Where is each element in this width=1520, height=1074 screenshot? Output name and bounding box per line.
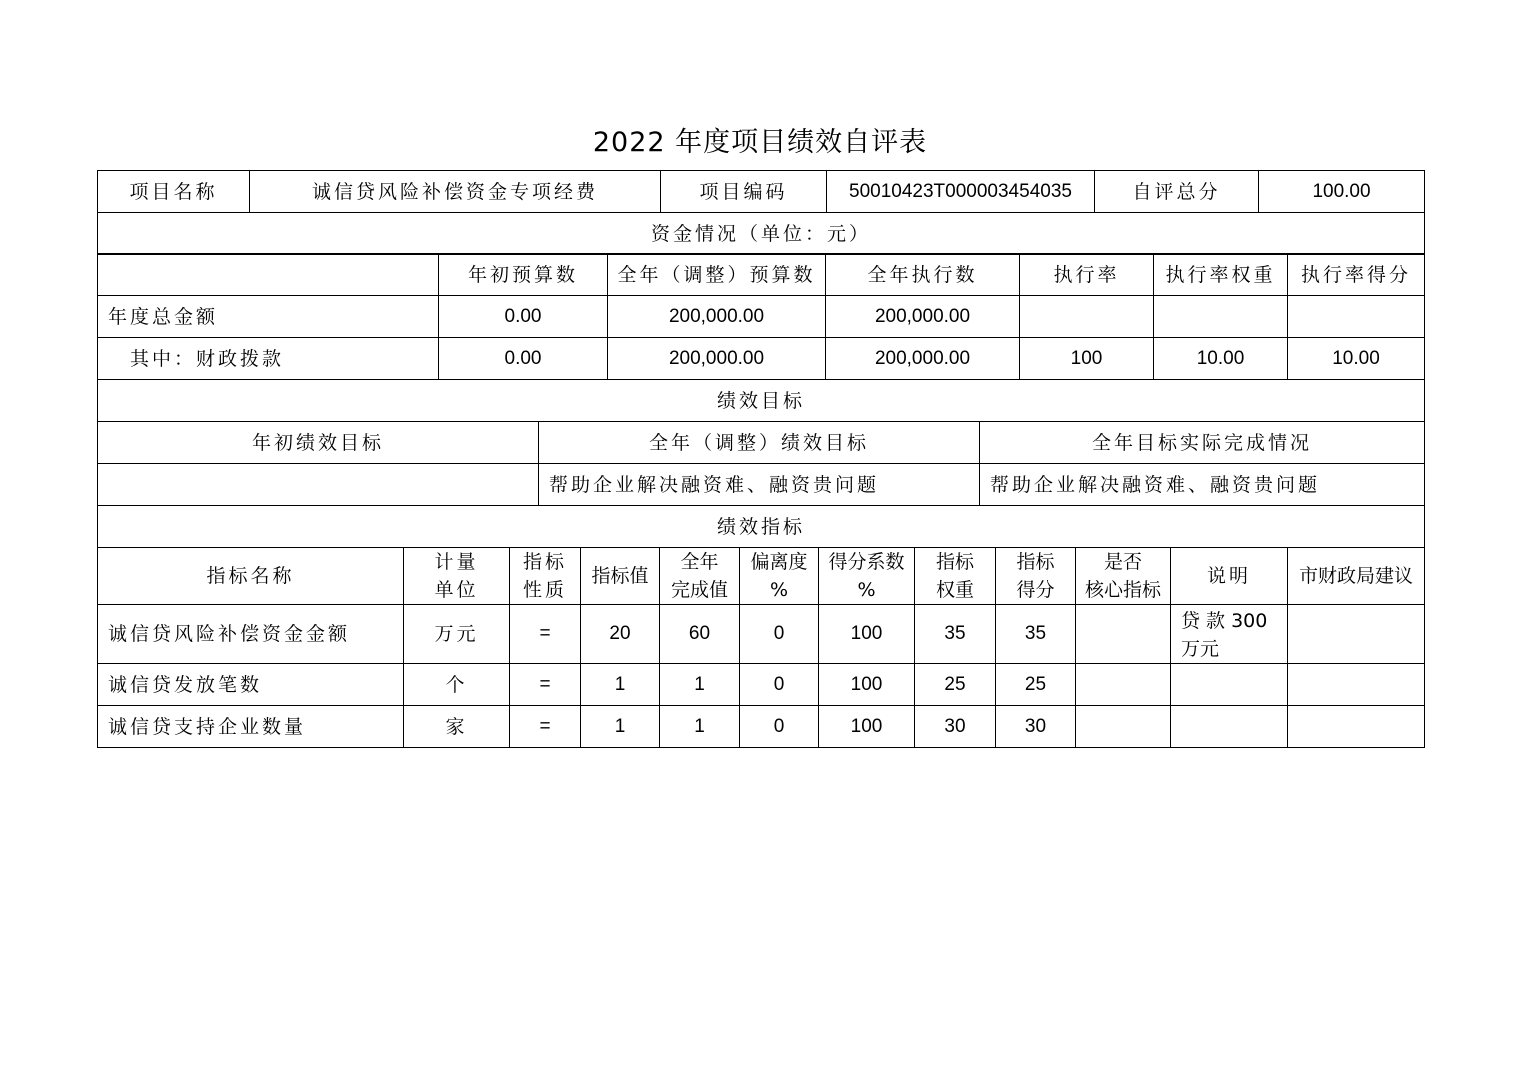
ind-col-unit-l2: 单位 (434, 579, 479, 601)
indicator-cell: 35 (915, 605, 996, 664)
funds-col-exec-rate: 执行率 (1020, 254, 1154, 296)
indicator-cell: 1 (660, 706, 740, 748)
goals-col-initial: 年初绩效目标 (98, 422, 539, 464)
indicator-cell: 1 (581, 706, 660, 748)
funds-cell: 200,000.00 (826, 338, 1020, 380)
goals-value-row (98, 464, 1425, 506)
indicator-cell (1171, 664, 1288, 706)
self-score-value: 100.00 (1259, 171, 1425, 213)
goals-section-row (98, 380, 1425, 422)
ind-col-complete-l1: 全年 (680, 551, 719, 573)
indicator-cell (1288, 605, 1425, 664)
ind-col-nature-l1: 指标 (522, 551, 567, 573)
project-name-label: 项目名称 (98, 171, 250, 213)
indicator-name: 诚信贷发放笔数 (98, 664, 404, 706)
ind-col-complete (660, 548, 740, 605)
ind-col-desc (1171, 548, 1288, 605)
funds-col-initial-budget: 年初预算数 (439, 254, 608, 296)
goals-col-actual: 全年目标实际完成情况 (980, 422, 1425, 464)
project-name-value: 诚信贷风险补偿资金专项经费 (250, 171, 661, 213)
ind-col-deviation-l1: 偏离度 (750, 551, 808, 573)
indicator-note (1171, 605, 1288, 664)
funds-col-exec-weight: 执行率权重 (1154, 254, 1288, 296)
project-header-table (97, 170, 1425, 255)
funds-col-executed: 全年执行数 (826, 254, 1020, 296)
indicator-cell: 30 (996, 706, 1076, 748)
indicator-cell: = (510, 706, 581, 748)
funds-cell: 10.00 (1288, 338, 1425, 380)
indicator-cell (1076, 706, 1171, 748)
indicator-cell: 100 (819, 605, 915, 664)
project-code-value: 50010423T000003454035 (827, 171, 1095, 213)
ind-col-suggest-text: 市财政局建议 (1299, 565, 1414, 587)
funds-row-label: 其中：财政拨款 (98, 338, 439, 380)
goals-section-title: 绩效目标 (98, 380, 1425, 422)
self-score-label: 自评总分 (1095, 171, 1259, 213)
indicator-cell: 30 (915, 706, 996, 748)
indicator-row (98, 706, 1425, 748)
indicator-row (98, 605, 1425, 664)
indicator-cell: 20 (581, 605, 660, 664)
indicator-cell (1076, 664, 1171, 706)
indicator-cell: 35 (996, 605, 1076, 664)
indicator-cell: 60 (660, 605, 740, 664)
indicator-note-line1: 贷 款 300 (1181, 610, 1268, 632)
ind-col-weight-l1: 指标 (935, 551, 974, 573)
funds-section-row (98, 213, 1425, 255)
ind-col-coef-l2: % (857, 579, 876, 601)
goals-adjusted-value: 帮助企业解决融资难、融资贵问题 (539, 464, 980, 506)
ind-col-score-l2: 得分 (1016, 579, 1055, 601)
indicator-cell (1288, 706, 1425, 748)
ind-col-weight-l2: 权重 (935, 579, 974, 601)
funds-row-label: 年度总金额 (98, 296, 439, 338)
funds-cell (1154, 296, 1288, 338)
ind-col-core-l2: 核心指标 (1084, 579, 1161, 601)
indicator-cell: = (510, 664, 581, 706)
ind-col-score (996, 548, 1076, 605)
indicator-cell: = (510, 605, 581, 664)
indicator-cell: 0 (740, 664, 819, 706)
goals-header-row (98, 422, 1425, 464)
ind-col-coef-l1: 得分系数 (828, 551, 905, 573)
indicator-cell: 1 (581, 664, 660, 706)
indicator-cell: 25 (996, 664, 1076, 706)
indicators-table (97, 505, 1425, 748)
indicator-note-line2: 万元 (1181, 638, 1220, 660)
funds-row-fiscal (98, 338, 1425, 380)
ind-col-suggest (1288, 548, 1425, 605)
ind-col-unit-l1: 计量 (434, 551, 479, 573)
ind-col-name (98, 548, 404, 605)
funds-cell (1020, 296, 1154, 338)
funds-cell: 0.00 (439, 296, 608, 338)
indicator-name: 诚信贷风险补偿资金金额 (98, 605, 404, 664)
indicator-cell: 万元 (404, 605, 510, 664)
project-code-label: 项目编码 (661, 171, 827, 213)
indicator-cell: 家 (404, 706, 510, 748)
funds-cell: 200,000.00 (826, 296, 1020, 338)
funds-col-empty (98, 254, 439, 296)
ind-col-desc-text: 说明 (1206, 565, 1251, 587)
indicator-cell: 100 (819, 706, 915, 748)
indicator-cell: 0 (740, 605, 819, 664)
indicator-cell: 1 (660, 664, 740, 706)
funds-row-total (98, 296, 1425, 338)
indicator-cell (1076, 605, 1171, 664)
goals-table (97, 379, 1425, 506)
indicator-cell (1288, 664, 1425, 706)
indicators-section-title: 绩效指标 (98, 506, 1425, 548)
ind-col-nature (510, 548, 581, 605)
funds-cell: 0.00 (439, 338, 608, 380)
funds-cell: 10.00 (1154, 338, 1288, 380)
ind-col-name-text: 指标名称 (206, 565, 295, 587)
indicator-name: 诚信贷支持企业数量 (98, 706, 404, 748)
ind-col-value (581, 548, 660, 605)
funds-section-title: 资金情况（单位：元） (98, 213, 1425, 255)
ind-col-deviation (740, 548, 819, 605)
funds-cell (1288, 296, 1425, 338)
goals-col-adjusted: 全年（调整）绩效目标 (539, 422, 980, 464)
funds-header-row (98, 254, 1425, 296)
page-title: 2022 年度项目绩效自评表 (592, 127, 928, 158)
funds-cell: 200,000.00 (608, 296, 826, 338)
indicator-cell: 100 (819, 664, 915, 706)
indicator-cell: 25 (915, 664, 996, 706)
funds-cell: 200,000.00 (608, 338, 826, 380)
funds-cell: 100 (1020, 338, 1154, 380)
goals-actual-value: 帮助企业解决融资难、融资贵问题 (980, 464, 1425, 506)
indicator-cell: 个 (404, 664, 510, 706)
header-row (98, 171, 1425, 213)
ind-col-core-l1: 是否 (1103, 551, 1142, 573)
indicator-row (98, 664, 1425, 706)
indicators-section-row (98, 506, 1425, 548)
ind-col-deviation-l2: % (769, 579, 789, 601)
indicator-cell (1171, 706, 1288, 748)
ind-col-nature-l2: 性质 (522, 579, 567, 601)
ind-col-core (1076, 548, 1171, 605)
funds-col-exec-score: 执行率得分 (1288, 254, 1425, 296)
ind-col-coef (819, 548, 915, 605)
ind-col-weight (915, 548, 996, 605)
goals-initial-value (98, 464, 539, 506)
ind-col-complete-l2: 完成值 (670, 579, 728, 601)
funds-col-adjusted-budget: 全年（调整）预算数 (608, 254, 826, 296)
ind-col-score-l1: 指标 (1016, 551, 1055, 573)
ind-col-unit (404, 548, 510, 605)
indicator-cell: 0 (740, 706, 819, 748)
indicators-header-row (98, 548, 1425, 605)
ind-col-value-text: 指标值 (591, 565, 649, 587)
funds-table (97, 253, 1425, 380)
